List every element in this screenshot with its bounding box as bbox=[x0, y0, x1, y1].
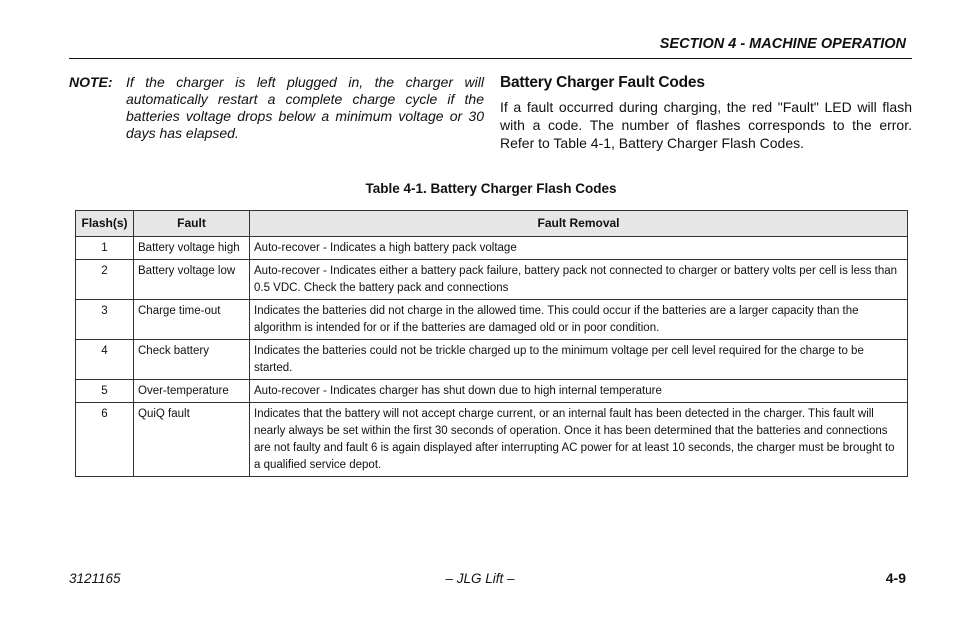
table-row bbox=[76, 260, 908, 300]
fault-cell: Check battery bbox=[134, 340, 250, 380]
footer-brand: – JLG Lift – bbox=[445, 571, 515, 586]
header-divider bbox=[69, 58, 912, 59]
table-header-row bbox=[76, 211, 908, 237]
note-block bbox=[69, 74, 484, 142]
flash-count-cell: 1 bbox=[76, 237, 134, 260]
fault-removal-cell: Indicates the batteries did not charge in the allowed time. This could occur if the batteries are a larger capacity than the algorithm is intended for or if the batteries are damaged old or in poor condition. bbox=[250, 300, 908, 340]
fault-cell: Charge time-out bbox=[134, 300, 250, 340]
fault-cell: Battery voltage high bbox=[134, 237, 250, 260]
column-header-fault-removal: Fault Removal bbox=[250, 211, 908, 237]
flash-count-cell: 5 bbox=[76, 380, 134, 403]
flash-count-cell: 2 bbox=[76, 260, 134, 300]
fault-removal-cell: Indicates the batteries could not be trickle charged up to the minimum voltage per cell level required for the charge to be started. bbox=[250, 340, 908, 380]
fault-removal-cell: Indicates that the battery will not accept charge current, or an internal fault has been detected in the charger. This fault will nearly always be set within the first 30 seconds of operation. Once it has been determined that the batteries and connections are not faulty and fault 6 is again displayed after interrupting AC power for at least 10 seconds, the charger must be brought to a qualified service depot. bbox=[250, 403, 908, 477]
flash-count-cell: 4 bbox=[76, 340, 134, 380]
table-row bbox=[76, 340, 908, 380]
note-label: NOTE: bbox=[69, 74, 113, 90]
flash-count-cell: 6 bbox=[76, 403, 134, 477]
section-title: SECTION 4 - MACHINE OPERATION bbox=[659, 36, 906, 52]
note-text: If the charger is left plugged in, the charger will automatically restart a complete charge cycle if the batteries voltage drops below a minimum voltage or 30 days has elapsed. bbox=[126, 74, 484, 141]
table-caption: Table 4-1. Battery Charger Flash Codes bbox=[365, 181, 617, 196]
column-header-flash: Flash(s) bbox=[76, 211, 134, 237]
flash-count-cell: 3 bbox=[76, 300, 134, 340]
table-row bbox=[76, 300, 908, 340]
fault-cell: Over-temperature bbox=[134, 380, 250, 403]
table-row bbox=[76, 237, 908, 260]
fault-cell: QuiQ fault bbox=[134, 403, 250, 477]
section-heading: Battery Charger Fault Codes bbox=[500, 74, 705, 91]
fault-removal-cell: Auto-recover - Indicates either a battery pack failure, battery pack not connected to charger or battery volts per cell is less than 0.5 VDC. Check the battery pack and connections bbox=[250, 260, 908, 300]
column-header-fault: Fault bbox=[134, 211, 250, 237]
document-number: 3121165 bbox=[69, 571, 121, 586]
section-body: If a fault occurred during charging, the red "Fault" LED will flash with a code. The number of flashes corresponds to the error. Refer to Table 4-1, Battery Charger Flash Codes. bbox=[500, 99, 912, 151]
fault-removal-cell: Auto-recover - Indicates charger has shut down due to high internal temperature bbox=[250, 380, 908, 403]
flash-codes-table bbox=[75, 210, 908, 477]
table-row bbox=[76, 403, 908, 477]
table-row bbox=[76, 380, 908, 403]
fault-cell: Battery voltage low bbox=[134, 260, 250, 300]
page-number: 4-9 bbox=[885, 570, 906, 586]
fault-removal-cell: Auto-recover - Indicates a high battery pack voltage bbox=[250, 237, 908, 260]
